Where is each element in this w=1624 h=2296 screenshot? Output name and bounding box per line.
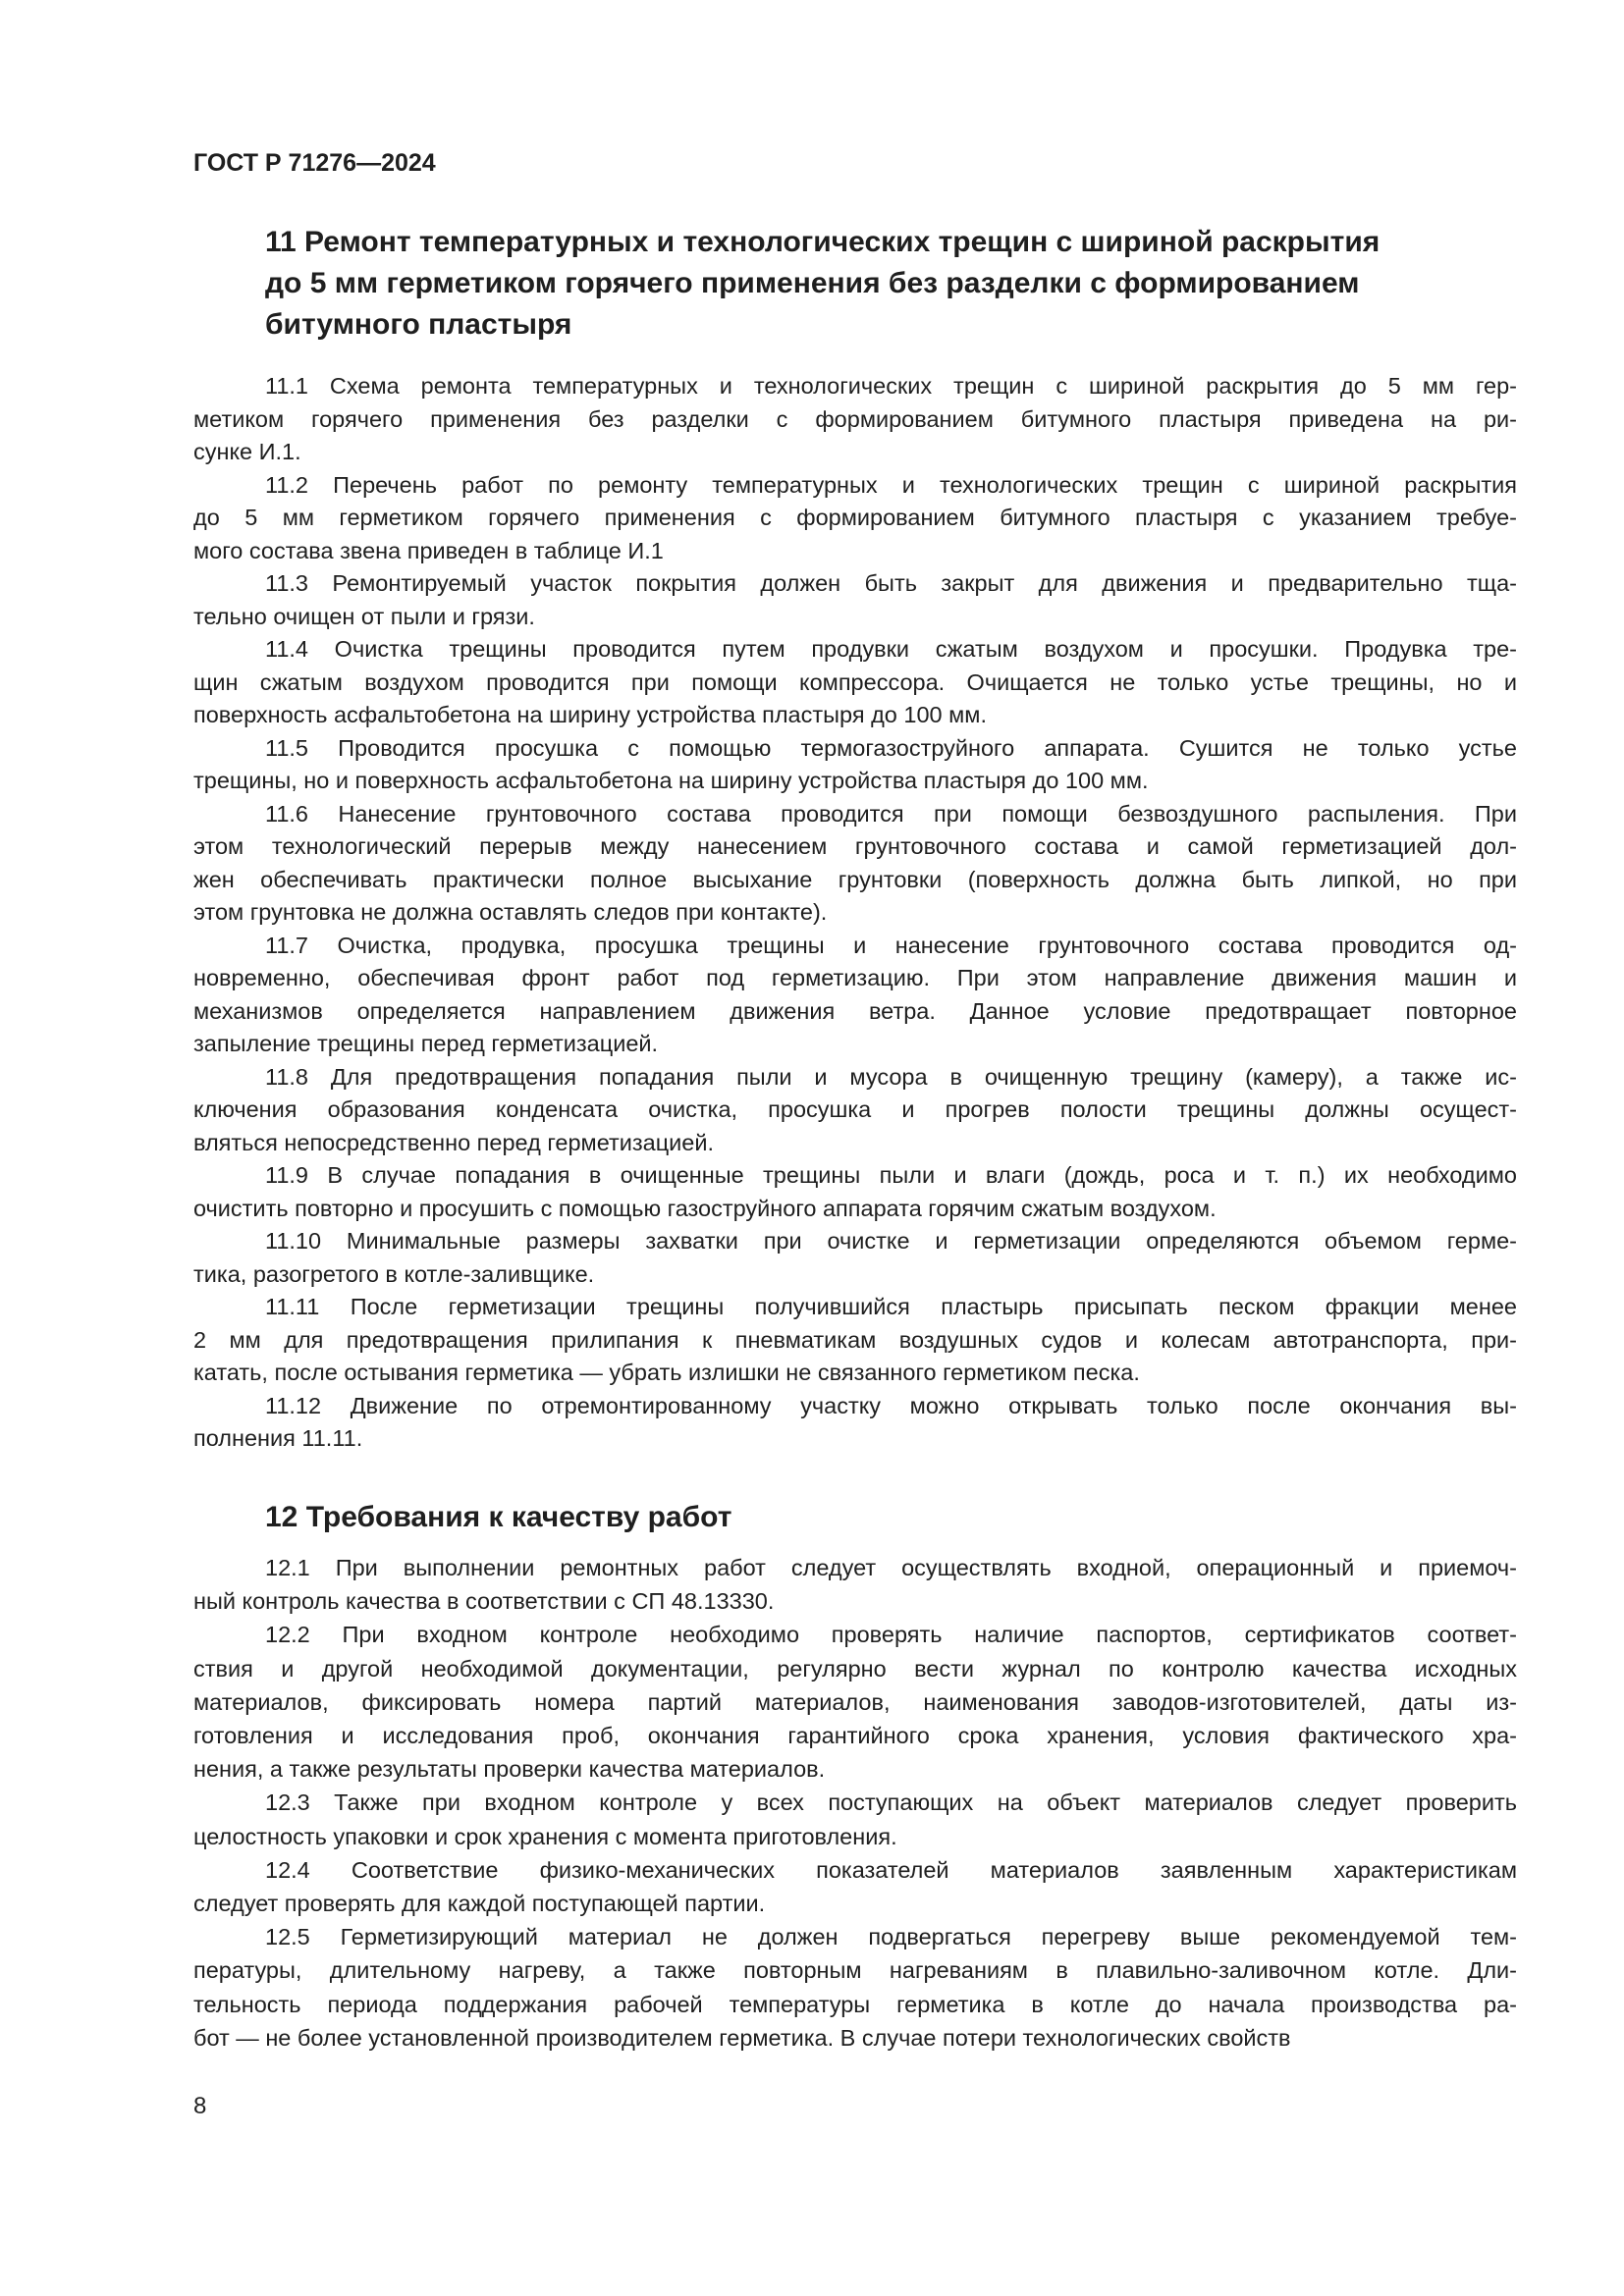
text-line: 11.12 Движение по отремонтированному участку можно открывать только после окончания вы- — [265, 1392, 1517, 1418]
text-line: поверхность асфальтобетона на ширину устройства пластыря до 100 мм. — [193, 702, 987, 727]
paragraph — [193, 567, 1517, 633]
paragraph — [193, 732, 1517, 798]
text-line: ный контроль качества в соответствии с СП 48.13330. — [193, 1588, 775, 1615]
text-line: метиком горячего применения без разделки с формированием битумного пластыря приведена на ри- — [193, 405, 1517, 432]
title-line: 11 Ремонт температурных и технологических трещин с шириной раскрытия — [265, 226, 1380, 258]
text-line: тельность периода поддержания рабочей температуры герметика в котле до начала производства ра- — [193, 1991, 1517, 2017]
paragraph — [193, 1786, 1517, 1852]
paragraph — [193, 1551, 1517, 1618]
title-line: битумного пластыря — [265, 308, 572, 341]
text-line: очистить повторно и просушить с помощью газоструйного аппарата горячим сжатым воздухом. — [193, 1195, 1217, 1221]
text-line: 11.2 Перечень работ по ремонту температурных и технологических трещин с шириной раскрытия — [265, 471, 1517, 498]
document-header: ГОСТ Р 71276—2024 — [193, 149, 436, 177]
text-line: 12.1 При выполнении ремонтных работ следует осуществлять входной, операционный и приемоч- — [265, 1555, 1517, 1580]
text-line: щин сжатым воздухом проводится при помощи компрессора. Очищается не только устье трещины, но и — [193, 668, 1517, 695]
text-line: 11.7 Очистка, продувка, просушка трещины и нанесение грунтовочного состава проводится од- — [265, 932, 1517, 958]
text-line: 12.3 Также при входном контроле у всех поступающих на объект материалов следует проверить — [265, 1789, 1517, 1816]
paragraph — [193, 633, 1517, 732]
text-line: запыление трещины перед герметизацией. — [193, 1031, 659, 1056]
text-line: катать, после остывания герметика — убрать излишки не связанного герметиком песка. — [193, 1360, 1140, 1385]
text-line: тельно очищен от пыли и грязи. — [193, 603, 535, 629]
paragraph — [193, 1159, 1517, 1225]
text-line: нения, а также результаты проверки качества материалов. — [193, 1756, 826, 1783]
section-11-title — [265, 222, 1532, 346]
text-line: целостность упаковки и срок хранения с момента приготовления. — [193, 1823, 897, 1849]
text-line: механизмов определяется направлением движения ветра. Данное условие предотвращает повторное — [193, 997, 1517, 1024]
text-line: 12.4 Соответствие физико-механических показателей материалов заявленным характеристикам — [265, 1856, 1517, 1883]
text-line: ствия и другой необходимой документации, регулярно вести журнал по контролю качества исходных — [193, 1655, 1517, 1682]
paragraph — [193, 370, 1517, 469]
text-line: 11.5 Проводится просушка с помощью термогазоструйного аппарата. Сушится не только устье — [265, 734, 1517, 761]
paragraph — [193, 1853, 1517, 1920]
text-line: 11.1 Схема ремонта температурных и технологических трещин с шириной раскрытия до 5 мм гер- — [265, 373, 1517, 399]
text-line: новременно, обеспечивая фронт работ под герметизацию. При этом направление движения машин и — [193, 965, 1517, 990]
paragraph — [193, 1920, 1517, 2055]
text-line: тика, разогретого в котле-заливщике. — [193, 1260, 595, 1287]
text-line: 11.4 Очистка трещины проводится путем продувки сжатым воздухом и просушки. Продувка тре- — [265, 636, 1517, 662]
text-line: 11.3 Ремонтируемый участок покрытия должен быть закрыт для движения и предварительно тща- — [265, 570, 1517, 596]
text-line: вляться непосредственно перед герметизацией. — [193, 1129, 715, 1155]
page-number: 8 — [193, 2093, 207, 2119]
text-line: этом грунтовка не должна оставлять следов при контакте). — [193, 899, 828, 925]
text-line: ключения образования конденсата очистка, просушка и прогрев полости трещины должны осущест- — [193, 1096, 1517, 1122]
section-12-body — [193, 1551, 1517, 2055]
section-11-body — [193, 370, 1517, 1456]
text-line: 11.8 Для предотвращения попадания пыли и мусора в очищенную трещину (камеру), а также ис- — [265, 1063, 1517, 1090]
paragraph — [193, 1291, 1517, 1390]
text-line: бот — не более установленной производителем герметика. В случае потери технологических свойств — [193, 2024, 1291, 2051]
text-line: 12.5 Герметизирующий материал не должен подвергаться перегреву выше рекомендуемой тем- — [265, 1924, 1517, 1950]
text-line: 2 мм для предотвращения прилипания к пневматикам воздушных судов и колесам автотранспорта, при- — [193, 1326, 1517, 1353]
text-line: мого состава звена приведен в таблице И.1 — [193, 537, 664, 563]
text-line: пературы, длительному нагреву, а также повторным нагреваниям в плавильно-заливочном котле. Дли- — [193, 1957, 1517, 1984]
text-line: 11.11 После герметизации трещины получившийся пластырь присыпать песком фракции менее — [265, 1294, 1517, 1319]
text-line: этом технологический перерыв между нанесением грунтовочного состава и самой герметизацией дол- — [193, 833, 1517, 859]
section-12-title: 12 Требования к качеству работ — [265, 1501, 732, 1533]
title-line: до 5 мм герметиком горячего применения без разделки с формированием — [265, 267, 1360, 299]
text-line: 11.9 В случае попадания в очищенные трещины пыли и влаги (дождь, роса и т. п.) их необходимо — [265, 1162, 1517, 1188]
text-line: готовления и исследования проб, окончания гарантийного срока хранения, условия фактического хра- — [193, 1723, 1517, 1749]
text-line: до 5 мм герметиком горячего применения с формированием битумного пластыря с указанием требуе- — [193, 505, 1517, 530]
paragraph — [193, 798, 1517, 930]
text-line: 12.2 При входном контроле необходимо проверять наличие паспортов, сертификатов соответ- — [265, 1622, 1517, 1648]
text-line: трещины, но и поверхность асфальтобетона на ширину устройства пластыря до 100 мм. — [193, 768, 1149, 793]
text-line: жен обеспечивать практически полное высыхание грунтовки (поверхность должна быть липкой, но при — [193, 866, 1517, 892]
paragraph — [193, 1618, 1517, 1786]
paragraph — [193, 1061, 1517, 1160]
text-line: полнения 11.11. — [193, 1425, 363, 1451]
text-line: сунке И.1. — [193, 439, 301, 464]
paragraph — [193, 1225, 1517, 1291]
paragraph — [193, 469, 1517, 568]
text-line: следует проверять для каждой поступающей партии. — [193, 1891, 766, 1917]
text-line: 11.6 Нанесение грунтовочного состава проводится при помощи безвоздушного распыления. При — [265, 800, 1517, 827]
text-line: материалов, фиксировать номера партий материалов, наименования заводов-изготовителей, даты из- — [193, 1688, 1517, 1715]
paragraph — [193, 1390, 1517, 1456]
paragraph — [193, 930, 1517, 1061]
text-line: 11.10 Минимальные размеры захватки при очистке и герметизации определяются объемом герме- — [265, 1228, 1517, 1254]
